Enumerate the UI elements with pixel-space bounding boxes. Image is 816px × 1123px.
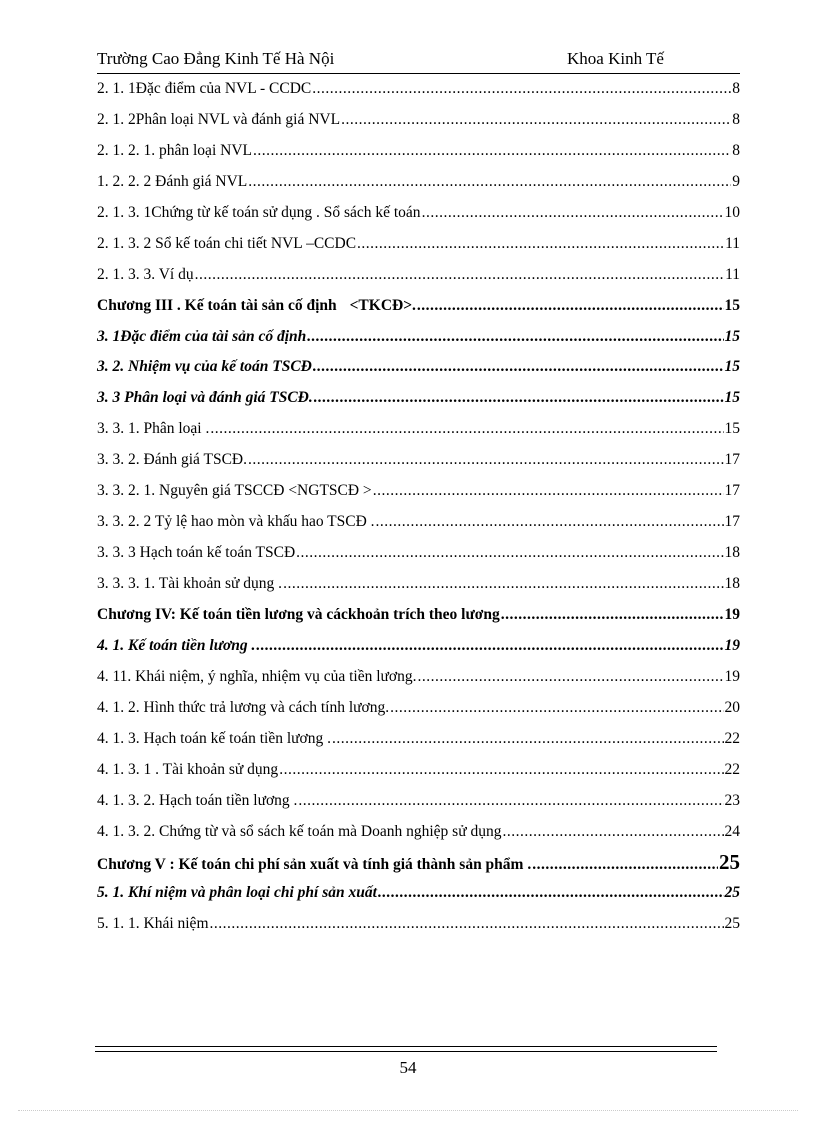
toc-entry-label: Chương V : Kế toán chi phí sản xuất và tính giá thành sản phẩm . [97,856,532,874]
toc-entry-page: 25 [719,850,740,875]
dot-leader [283,572,723,596]
toc-entry-label: 3. 3. 3. 1. Tài khoản sử dụng . [97,575,283,592]
toc-entry-label: 2. 1. 3. 3. Ví dụ [97,265,194,283]
faculty-name: Khoa Kinh Tế [567,49,664,68]
toc-entry-page: 25 [724,884,740,902]
toc-entry[interactable] [97,819,740,850]
toc-entry[interactable] [97,540,740,571]
dot-leader [253,139,731,163]
toc-entry-label: 2. 1. 2Phân loại NVL và đánh giá NVL [97,110,341,128]
toc-entry[interactable] [97,664,740,695]
toc-entry-page: 8 [732,110,740,128]
toc-entry-page: 22 [724,729,740,747]
toc-entry-page: 15 [724,296,740,314]
dot-leader [195,263,724,287]
toc-entry[interactable] [97,447,740,478]
toc-entry-page: 9 [732,172,740,190]
toc-chapter[interactable] [97,293,740,324]
toc-section[interactable] [97,385,740,416]
toc-entry-label: 4. 1. 3. 1 . Tài khoản sử dụng [97,760,279,778]
dot-leader [332,727,724,751]
toc-entry-page: 19 [724,636,740,654]
dot-leader [296,541,723,565]
dot-leader [378,881,724,905]
toc-entry[interactable] [97,788,740,819]
toc-section[interactable] [97,354,740,385]
dot-leader [210,417,723,441]
toc-entry-page: 24 [724,822,740,840]
toc-section[interactable] [97,633,740,664]
toc-entry[interactable] [97,416,740,447]
toc-entry-page: 15 [724,420,740,438]
toc-entry[interactable] [97,76,740,107]
toc-chapter[interactable] [97,849,740,880]
table-of-contents [97,76,740,942]
toc-entry-page: 8 [732,141,740,159]
toc-entry[interactable] [97,478,740,509]
dot-leader [418,665,724,689]
dot-leader [279,758,723,782]
dot-leader [390,696,723,720]
toc-entry-label: Chương III . Kế toán tài sản cố định [97,296,337,314]
toc-entry[interactable] [97,757,740,788]
toc-entry-page: 20 [724,698,740,716]
toc-entry-page: 10 [724,203,740,221]
toc-entry-page: 17 [724,451,740,469]
dot-leader [248,170,731,194]
toc-section[interactable] [97,324,740,355]
toc-entry[interactable] [97,169,740,200]
toc-entry-page: 18 [724,575,740,592]
toc-entry-label: 5. 1. Khí niệm và phân loại chi phí sản xuất [97,884,377,902]
toc-entry-label: 2. 1. 3. 2 Sổ kế toán chi tiết NVL –CCDC [97,234,357,252]
toc-entry[interactable] [97,695,740,726]
dot-leader [373,479,724,503]
footer-divider [95,1046,717,1052]
dot-leader [341,108,731,132]
toc-entry-label: 2. 1. 1Đặc điểm của NVL - CCDC [97,80,312,97]
toc-entry-page: 23 [724,791,740,809]
dot-leader [417,294,724,318]
toc-entry-label: 3. 2. Nhiệm vụ của kế toán TSCĐ [97,358,312,376]
toc-entry-page: 17 [724,482,740,500]
toc-entry-page: 22 [724,760,740,778]
toc-entry[interactable] [97,107,740,138]
toc-entry[interactable] [97,231,740,262]
toc-entry-page: 19 [724,605,740,623]
toc-entry-label: 4. 1. 3. 2. Hạch toán tiền lương . [97,791,298,809]
dot-leader [248,448,724,472]
toc-entry-label: 4. 11. Khái niệm, ý nghĩa, nhiệm vụ của tiền lương. [97,667,417,685]
dot-leader [312,77,731,101]
school-name: Trường Cao Đẳng Kinh Tế Hà Nội [97,49,335,68]
dot-leader [313,355,724,379]
toc-entry[interactable] [97,571,740,602]
toc-entry-label: 1. 2. 2. 2 Đánh giá NVL [97,172,248,190]
dot-leader [532,853,718,877]
dot-leader [210,912,724,936]
dot-leader [422,201,724,225]
dot-leader [314,386,724,410]
toc-entry-page: 15 [724,358,740,376]
dot-leader [376,510,724,534]
toc-entry-page: 8 [732,80,740,97]
dot-leader [298,789,723,813]
toc-entry-label: 3. 3. 2. 1. Nguyên giá TSCCĐ <NGTSCĐ > [97,482,372,500]
toc-entry-label: 4. 1. 3. Hạch toán kế toán tiền lương . [97,729,331,747]
toc-entry-label: 4. 1. 3. 2. Chứng từ và sổ sách kế toán mà Doanh nghiệp sử dụng [97,822,502,840]
toc-entry-page: 19 [724,667,740,685]
toc-entry-page: 18 [724,544,740,562]
page-number: 54 [399,1058,417,1077]
page-header [97,47,740,74]
toc-entry-label: 3. 3. 2. 2 Tỷ lệ hao mòn và khấu hao TSCĐ . [97,513,375,531]
toc-entry-label: 3. 3. 1. Phân loại . [97,420,210,438]
toc-entry-label: 2. 1. 2. 1. phân loại NVL [97,141,252,159]
toc-entry[interactable] [97,262,740,293]
toc-chapter[interactable] [97,602,740,633]
toc-entry-page: 17 [724,513,740,531]
toc-entry-label: 4. 1. 2. Hình thức trả lương và cách tính lương. [97,698,390,716]
toc-entry-label: 3. 3. 3 Hạch toán kế toán TSCĐ [97,544,296,562]
toc-entry[interactable] [97,138,740,169]
dot-leader [256,634,723,658]
dot-leader [501,603,724,627]
toc-entry-label: 4. 1. Kế toán tiền lương . [97,636,256,654]
toc-entry-page: 11 [725,234,740,252]
dot-leader [307,325,723,349]
toc-entry-label: 3. 3 Phân loại và đánh giá TSCĐ. [97,389,313,407]
toc-entry-page: 11 [725,265,740,283]
toc-entry[interactable] [97,200,740,231]
toc-entry[interactable] [97,911,740,942]
toc-entry-label: 3. 3. 2. Đánh giá TSCĐ. [97,451,247,469]
toc-entry-page: 15 [724,327,740,345]
toc-entry-label-suffix: <TKCĐ>. [349,296,416,314]
toc-section[interactable] [97,880,740,911]
dot-leader [502,820,723,844]
toc-entry-label: Chương IV: Kế toán tiền lương và cáckhoản trích theo lương [97,605,500,623]
toc-entry-page: 15 [724,389,740,407]
page-edge-divider [18,1110,798,1111]
toc-entry-label: 5. 1. 1. Khái niệm [97,915,209,933]
toc-entry[interactable] [97,509,740,540]
toc-entry[interactable] [97,726,740,757]
toc-entry-label: 2. 1. 3. 1Chứng từ kế toán sử dụng . Sổ sách kế toán [97,203,421,221]
toc-entry-label: 3. 1Đặc điểm của tài sản cố định [97,327,307,345]
dot-leader [357,232,724,256]
toc-entry-page: 25 [724,915,740,933]
